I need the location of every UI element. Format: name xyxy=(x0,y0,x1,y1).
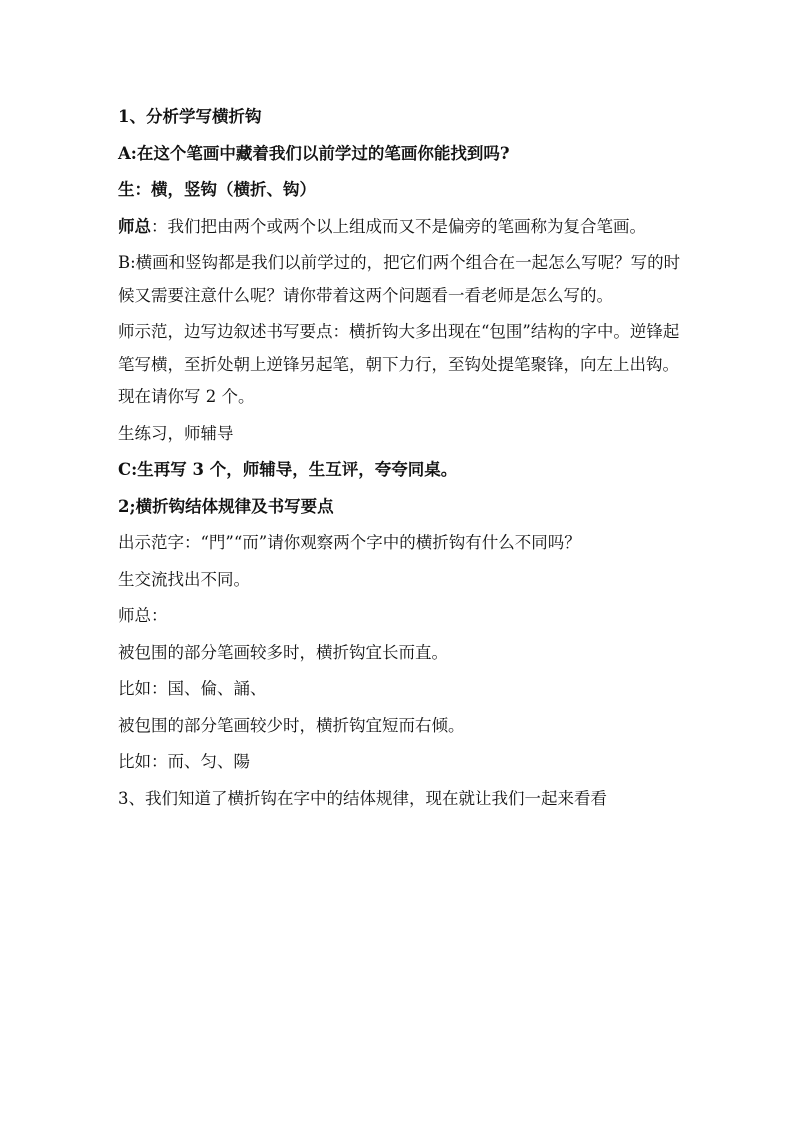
section-heading-3: 3、我们知道了横折钩在字中的结体规律，现在就让我们一起来看看 xyxy=(118,788,607,808)
section-heading-1: 1、分析学写横折钩 xyxy=(118,107,262,126)
paragraph-student-practice: 生练习，师辅导 xyxy=(118,423,234,443)
paragraph-student-discuss: 生交流找出不同。 xyxy=(118,569,250,589)
teacher-summary-text: ：我们把由两个或两个以上组成而又不是偏旁的笔画称为复合笔画。 xyxy=(151,216,646,236)
paragraph-rule-long: 被包围的部分笔画较多时，横折钩宜长而直。 xyxy=(118,642,448,662)
paragraph-b: B:横画和竖钩都是我们以前学过的，把它们两个组合在一起怎么写呢？写的时候又需要注意什么呢？请你带着这两个问题看一看老师是怎么写的。 xyxy=(118,253,681,305)
paragraph-c: C:生再写 3 个，师辅导，生互评，夸夸同桌。 xyxy=(118,460,458,479)
teacher-summary-lead: 师总 xyxy=(118,216,151,236)
paragraph-a: A:在这个笔画中藏着我们以前学过的笔画你能找到吗? xyxy=(118,143,510,163)
paragraph-teacher-summary xyxy=(118,211,688,244)
paragraph-example-long: 比如：国、倫、誦、 xyxy=(118,679,267,698)
paragraph-student-answer: 生：横，竖钩（横折、钩） xyxy=(118,180,316,199)
paragraph-teacher-conclusion: 师总： xyxy=(118,606,168,625)
section-heading-2: 2;横折钩结体规律及书写要点 xyxy=(118,496,334,516)
paragraph-example-short: 比如：而、匀、陽 xyxy=(118,752,250,771)
paragraph-show-examples: 出示范字：“門”“而”请你观察两个字中的横折钩有什么不同吗？ xyxy=(118,533,581,552)
document-body xyxy=(118,101,688,815)
paragraph-rule-short: 被包围的部分笔画较少时，横折钩宜短而右倾。 xyxy=(118,715,465,735)
paragraph-teacher-demo: 师示范，边写边叙述书写要点：横折钩大多出现在“包围”结构的字中。逆锋起笔写横，至折处朝上逆锋另起笔，朝下力行，至钩处提笔聚锋，向左上出钩。现在请你写 2 个。 xyxy=(118,322,680,406)
